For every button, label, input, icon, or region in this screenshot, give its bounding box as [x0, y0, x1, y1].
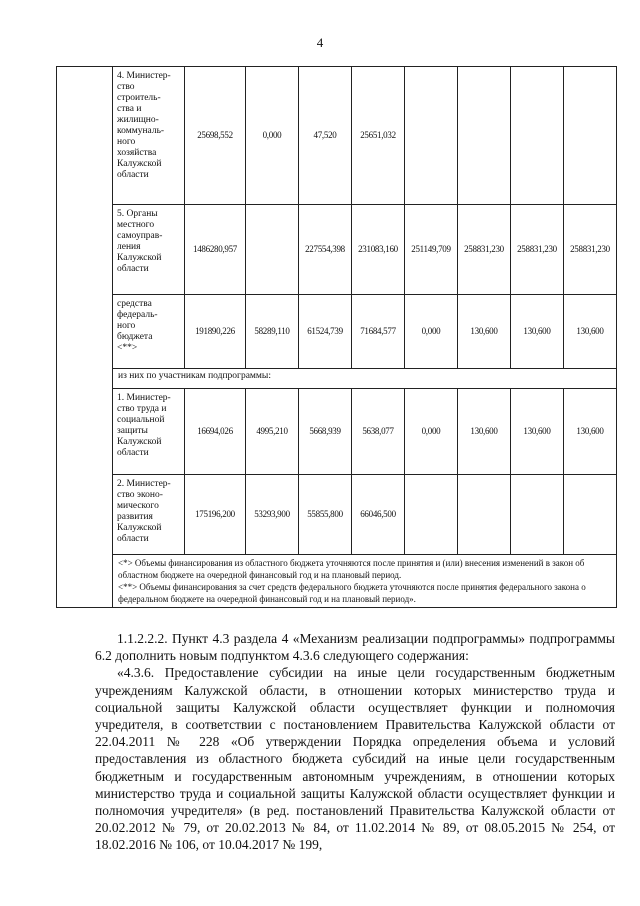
table-cell: 258831,230: [511, 205, 564, 295]
table-row: [57, 295, 617, 369]
left-blank-cell: [57, 67, 113, 608]
table-cell: 175196,200: [185, 475, 246, 555]
note-regional-budget: <*> Объемы финансирования из областного бюджета уточняются после принятия и (или) внесения изменений в закон об областном бюджете на очередной финансовый год и на плановый период.: [118, 558, 585, 580]
row-label: средства федераль- ного бюджета <**>: [113, 295, 185, 369]
table-cell: [405, 67, 458, 205]
table-cell: 191890,226: [185, 295, 246, 369]
table-cell: [458, 475, 511, 555]
paragraph: «4.3.6. Предоставление субсидии на иные цели государственным бюджетным учреждениям Калужской области, в отношении которых министерство труда и социальной защиты Калужской области осуществляет функции и полномочия учредителя, в соответствии с постановлением Правительства Калужской области от 22.04.2011 № 228 «Об утверждении Порядка определения объема и условий предоставления из областного бюджета субсидий на иные цели государственным бюджетным и государственным автономным учреждениям, в отношении которых министерство труда и социальной защиты Калужской области осуществляет функции и полномочия учредителя» (в ред. постановлений Правительства Калужской области от 20.02.2012 № 79, от 20.02.2013 № 84, от 11.02.2014 № 89, от 08.05.2015 № 254, от 18.02.2016 № 106, от 10.04.2017 № 199,: [95, 665, 615, 853]
table-cell: 61524,739: [299, 295, 352, 369]
table-row: [57, 67, 617, 205]
table-cell: 130,600: [458, 295, 511, 369]
document-body: [95, 630, 615, 854]
table-cell: 47,520: [299, 67, 352, 205]
table-cell: 130,600: [458, 389, 511, 475]
table-cell: 66046,500: [352, 475, 405, 555]
table-cell: 25651,032: [352, 67, 405, 205]
table-cell: 5668,939: [299, 389, 352, 475]
row-label: 4. Министер- ство строитель- ства и жилищно- коммуналь- ного хозяйства Калужской области: [113, 67, 185, 205]
table-cell: 55855,800: [299, 475, 352, 555]
table-cell: 130,600: [564, 389, 617, 475]
table-cell: 227554,398: [299, 205, 352, 295]
page-number: 4: [316, 35, 324, 50]
table-cell: [458, 67, 511, 205]
table-cell: 4995,210: [246, 389, 299, 475]
table-cell: [246, 205, 299, 295]
row-label: 1. Министер- ство труда и социальной защиты Калужской области: [113, 389, 185, 475]
table-row: [57, 389, 617, 475]
table-row: [57, 369, 617, 389]
participants-subheader: из них по участникам подпрограммы:: [113, 369, 617, 389]
table-cell: [564, 475, 617, 555]
table-cell: 0,000: [246, 67, 299, 205]
table-cell: 0,000: [405, 295, 458, 369]
table-row: [57, 475, 617, 555]
table-cell: 258831,230: [564, 205, 617, 295]
table-cell: 231083,160: [352, 205, 405, 295]
row-label: 2. Министер- ство эконо- мического развития Калужской области: [113, 475, 185, 555]
table-cell: [405, 475, 458, 555]
table-cell: 130,600: [511, 389, 564, 475]
table-cell: [564, 67, 617, 205]
table-cell: [511, 475, 564, 555]
table-cell: 5638,077: [352, 389, 405, 475]
table-cell: 71684,577: [352, 295, 405, 369]
table-cell: 1486280,957: [185, 205, 246, 295]
table-cell: 130,600: [564, 295, 617, 369]
table-cell: 130,600: [511, 295, 564, 369]
table-cell: 251149,709: [405, 205, 458, 295]
table-notes: [113, 555, 617, 608]
table-cell: 25698,552: [185, 67, 246, 205]
table-cell: 16694,026: [185, 389, 246, 475]
table-cell: 0,000: [405, 389, 458, 475]
row-label: 5. Органы местного самоуправ- ления Калужской области: [113, 205, 185, 295]
table-cell: 58289,110: [246, 295, 299, 369]
table-row: [57, 555, 617, 608]
table-cell: 258831,230: [458, 205, 511, 295]
table-cell: [511, 67, 564, 205]
budget-table: [56, 66, 617, 608]
paragraph: 1.1.2.2.2. Пункт 4.3 раздела 4 «Механизм реализации подпрограммы» подпрограммы 6.2 дополнить новым подпунктом 4.3.6 следующего содержания:: [95, 631, 615, 664]
note-federal-budget: <**> Объемы финансирования за счет средств федерального бюджета уточняются после принятия федерального закона о федеральном бюджете на очередной финансовый год и на плановый период».: [118, 582, 586, 604]
table-cell: 53293,900: [246, 475, 299, 555]
table-row: [57, 205, 617, 295]
